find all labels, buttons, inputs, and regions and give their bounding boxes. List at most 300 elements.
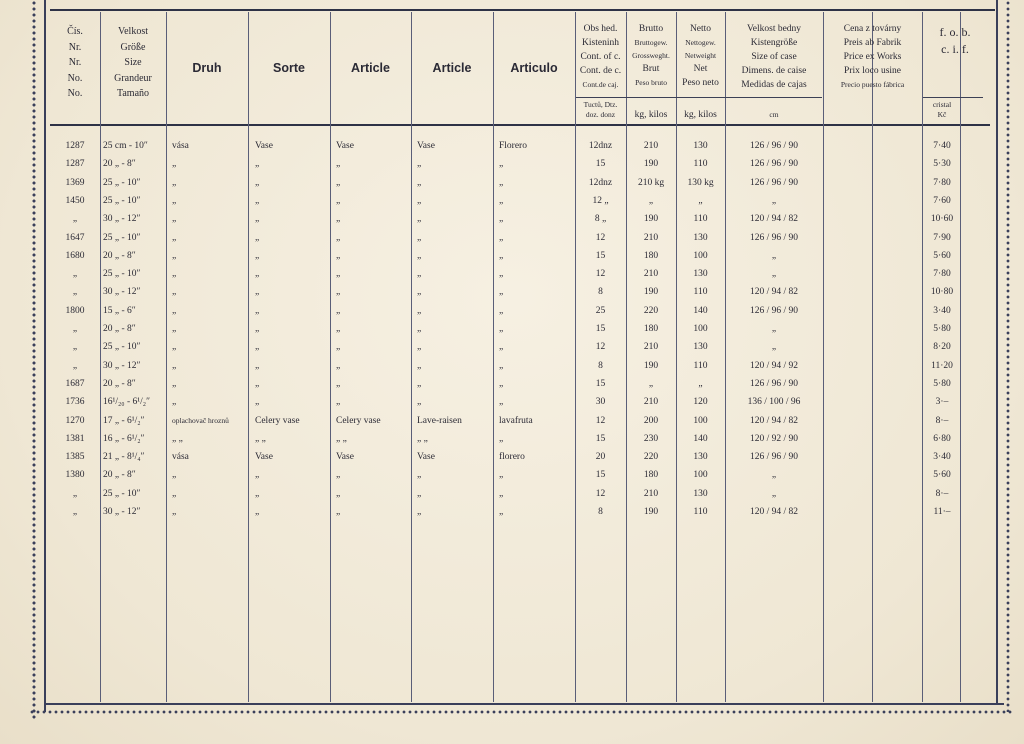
cell-brutto: 230 — [643, 433, 659, 444]
header-cena-line: Prix loco usine — [844, 66, 901, 76]
table-row — [0, 507, 1024, 525]
bottom-border-line — [44, 703, 1004, 705]
cell-art2: „ — [417, 378, 422, 389]
cell-netto: 110 — [693, 159, 708, 170]
cell-art2: „ — [417, 488, 422, 499]
cell-obs: 15 — [595, 250, 606, 261]
cell-sorte: „ „ — [255, 433, 266, 444]
cell-case: 120 / 94 / 82 — [749, 214, 799, 225]
header-obs-unit-line: doz. donz — [585, 110, 616, 119]
cell-obs: 15 — [595, 470, 606, 481]
cell-size: 20 „ - 8″ — [103, 470, 136, 481]
header-fob-line: c. i. f. — [941, 42, 969, 56]
cell-price: 5·60 — [933, 250, 951, 261]
cell-art2: „ — [417, 250, 422, 261]
cell-art2: „ — [417, 397, 422, 408]
cell-case: 120 / 94 / 82 — [749, 287, 799, 298]
cell-artc: lavafruta — [499, 415, 533, 426]
cell-druh: „ — [172, 360, 177, 371]
cell-art1: „ — [336, 214, 341, 225]
cell-size: 25 „ - 10″ — [103, 177, 141, 188]
cell-size: 30 „ - 12″ — [103, 214, 141, 225]
cell-nr: „ — [72, 360, 78, 371]
table-top-rule — [50, 9, 995, 11]
cell-nr: 1385 — [65, 452, 85, 463]
cell-price: 8·– — [935, 488, 949, 499]
cell-netto: 130 — [693, 269, 708, 280]
cell-nr: „ — [72, 324, 78, 334]
cell-sorte: „ — [255, 177, 260, 188]
cell-nr: 1369 — [65, 177, 85, 188]
table-row — [0, 306, 1024, 324]
cell-art2: „ — [417, 324, 422, 334]
header-obs-line: Kisteninh — [582, 38, 619, 48]
header-druh: Druh — [192, 61, 222, 75]
cell-brutto: 190 — [643, 287, 659, 298]
header-netto-line: Netweight — [684, 51, 717, 60]
header-velkost — [100, 24, 166, 102]
header-bedna-line: Kistengröße — [750, 38, 798, 48]
cell-brutto: „ — [648, 195, 654, 206]
table-row — [0, 379, 1024, 397]
cell-sorte: „ — [255, 287, 260, 298]
cell-netto: 130 — [693, 141, 708, 151]
cell-obs: 15 — [595, 433, 606, 444]
cell-size: 30 „ - 12″ — [103, 287, 141, 298]
table-row — [0, 342, 1024, 360]
cell-art2: „ „ — [417, 433, 428, 444]
header-cis-line: Čís. — [67, 26, 83, 37]
cell-brutto: 210 — [643, 342, 659, 353]
header-netto — [676, 22, 725, 90]
cell-druh: „ — [172, 250, 177, 261]
table-row — [0, 489, 1024, 507]
cell-druh: „ „ — [172, 433, 183, 444]
cell-netto: 130 — [693, 342, 708, 353]
cell-obs: 25 — [595, 305, 606, 316]
cell-case: 120 / 94 / 82 — [749, 415, 799, 426]
cell-art1: „ — [336, 507, 341, 517]
header-bedna-line: Medidas de cajas — [741, 80, 807, 90]
cell-artc: „ — [499, 324, 504, 334]
header-velkost-line: Tamaño — [116, 88, 150, 99]
cell-artc: „ — [499, 177, 504, 188]
cell-price: 11·– — [933, 507, 951, 517]
cell-druh: „ — [172, 488, 177, 499]
cell-brutto: 220 — [643, 305, 659, 316]
cell-case: 136 / 100 / 96 — [747, 397, 801, 408]
header-obs-unit — [575, 100, 626, 120]
cell-art1: Vase — [336, 452, 354, 463]
cell-nr: „ — [72, 214, 78, 225]
cell-artc: florero — [499, 452, 525, 463]
cell-price: 3·– — [935, 397, 949, 408]
cell-druh: „ — [172, 214, 177, 225]
cell-nr: 1287 — [65, 159, 85, 170]
cell-size: 20 „ - 8″ — [103, 159, 136, 170]
cell-druh: „ — [172, 378, 177, 389]
cell-brutto: 200 — [643, 415, 659, 426]
header-brutto — [626, 22, 676, 89]
header-brutto-unit: kg, kilos — [634, 110, 668, 120]
cell-art2: „ — [417, 305, 422, 316]
cell-art2: „ — [417, 195, 422, 206]
cell-price: 7·90 — [933, 232, 951, 243]
table-row — [0, 159, 1024, 177]
cell-sorte: Vase — [255, 452, 273, 463]
table-row — [0, 324, 1024, 342]
header-velkost-line: Velkost — [118, 26, 148, 37]
cell-nr: 1687 — [65, 378, 85, 389]
cell-sorte: „ — [255, 305, 260, 316]
cell-sorte: „ — [255, 232, 260, 243]
cell-size: 25 „ - 10″ — [103, 269, 141, 280]
cell-size: 25 cm - 10″ — [103, 141, 148, 151]
cell-price: 5·80 — [933, 378, 951, 389]
header-cena-line: Price ex Works — [843, 52, 902, 62]
cell-obs: 15 — [595, 159, 606, 170]
table-row — [0, 416, 1024, 434]
table-row — [0, 269, 1024, 287]
header-obs-line: Cont. of c. — [580, 52, 621, 62]
header-fob-unit-line: Kč — [937, 110, 947, 119]
cell-obs: 20 — [595, 452, 606, 463]
cell-art2: „ — [417, 214, 422, 225]
header-cis-line: Nr. — [68, 57, 82, 68]
cell-artc: „ — [499, 287, 504, 298]
cell-netto: 120 — [693, 397, 708, 408]
cell-art1: „ — [336, 305, 341, 316]
cell-artc: „ — [499, 342, 504, 353]
cell-artc: „ — [499, 378, 504, 389]
cell-netto: „ — [698, 378, 703, 389]
header-bedna-line: Dimens. de caise — [741, 66, 807, 76]
header-fob-unit-line: cristal — [932, 100, 952, 109]
cell-netto: 140 — [693, 305, 708, 316]
cell-art1: „ — [336, 470, 341, 481]
cell-artc: Florero — [499, 141, 527, 151]
cell-nr: „ — [72, 269, 78, 280]
cell-case: 120 / 94 / 82 — [749, 507, 799, 517]
cell-artc: „ — [499, 159, 504, 170]
header-cena-line: Precio puesto fábrica — [840, 80, 905, 89]
cell-case: 120 / 94 / 92 — [749, 360, 799, 371]
cell-price: 8·20 — [933, 342, 951, 353]
cell-druh: oplachovač hroznů — [172, 415, 229, 425]
cell-obs: 8 — [598, 287, 603, 298]
cell-sorte: „ — [255, 250, 260, 261]
cell-art2: Vase — [417, 141, 435, 151]
cell-druh: vása — [172, 141, 189, 151]
header-bedna — [725, 22, 823, 92]
cell-brutto: 180 — [643, 470, 659, 481]
header-article-fr: Article — [432, 61, 472, 75]
cell-netto: 100 — [693, 324, 708, 334]
cell-brutto: 210 — [643, 141, 659, 151]
cell-art1: „ — [336, 159, 341, 170]
cell-nr: „ — [72, 507, 78, 517]
cell-case: 126 / 96 / 90 — [749, 177, 799, 188]
table-row — [0, 397, 1024, 415]
cell-case: „ — [771, 269, 777, 280]
cell-size: 16 „ - 6¹/₂″ — [103, 433, 145, 444]
cell-nr: 1381 — [65, 433, 85, 444]
header-article-en: Article — [351, 61, 390, 75]
cell-artc: „ — [499, 232, 504, 243]
cell-brutto: 210 — [643, 232, 659, 243]
cell-druh: „ — [172, 232, 177, 243]
cell-nr: „ — [72, 488, 78, 499]
cell-obs: 15 — [595, 378, 606, 389]
header-cena-line: Cena z továrny — [843, 24, 902, 34]
cell-druh: „ — [172, 397, 177, 408]
cell-art1: „ — [336, 342, 341, 353]
cell-price: 7·80 — [933, 269, 951, 280]
header-netto-line: Netto — [689, 24, 712, 34]
cell-sorte: „ — [255, 488, 260, 499]
cell-art1: „ — [336, 397, 341, 408]
header-obs — [575, 22, 626, 91]
cell-art2: Vase — [417, 452, 435, 463]
cell-size: 20 „ - 8″ — [103, 324, 136, 334]
cell-druh: „ — [172, 470, 177, 481]
cell-brutto: 180 — [643, 250, 659, 261]
cell-nr: 1800 — [65, 305, 85, 316]
cell-nr: „ — [72, 342, 78, 353]
header-brutto-line: Brut — [642, 64, 660, 74]
table-row — [0, 452, 1024, 470]
cell-size: 25 „ - 10″ — [103, 195, 141, 206]
cell-nr: „ — [72, 287, 78, 298]
table-row — [0, 251, 1024, 269]
cell-sorte: „ — [255, 214, 260, 225]
cell-size: 25 „ - 10″ — [103, 232, 141, 243]
cell-netto: 100 — [693, 470, 708, 481]
header-brutto-line: Grossweght. — [632, 51, 670, 60]
cell-sorte: Vase — [255, 141, 273, 151]
cell-art2: „ — [417, 232, 422, 243]
cell-size: 30 „ - 12″ — [103, 360, 141, 371]
header-obs-line: Cont.de caj. — [582, 80, 619, 89]
cell-sorte: „ — [255, 397, 260, 408]
cell-brutto: 210 kg — [637, 177, 665, 188]
header-brutto-line: Peso bruto — [635, 78, 667, 87]
header-bedna-line: Size of case — [751, 52, 797, 62]
header-netto-line: Nettogew. — [685, 38, 716, 47]
cell-size: 16¹/₂₀ - 6¹/₂″ — [103, 397, 151, 408]
cell-price: 7·60 — [933, 195, 951, 206]
cell-artc: „ — [499, 214, 504, 225]
cell-druh: „ — [172, 324, 177, 334]
cell-sorte: „ — [255, 342, 260, 353]
header-cis-line: No. — [67, 88, 83, 99]
cell-artc: „ — [499, 470, 504, 481]
cell-druh: „ — [172, 195, 177, 206]
cell-sorte: „ — [255, 269, 260, 280]
table-row — [0, 233, 1024, 251]
cell-sorte: Celery vase — [255, 415, 300, 426]
cell-obs: 12 „ — [592, 195, 609, 206]
cell-sorte: „ — [255, 324, 260, 334]
cell-obs: 12dnz — [588, 141, 613, 151]
unit-subrule — [923, 97, 983, 98]
cell-size: 25 „ - 10″ — [103, 488, 141, 499]
cell-art2: „ — [417, 507, 422, 517]
cell-case: „ — [771, 324, 777, 334]
cell-case: „ — [771, 250, 777, 261]
cell-druh: „ — [172, 342, 177, 353]
header-netto-line: Peso neto — [682, 78, 719, 88]
cell-artc: „ — [499, 488, 504, 499]
cell-art2: „ — [417, 342, 422, 353]
cell-price: 10·60 — [930, 214, 954, 225]
cell-artc: „ — [499, 195, 504, 206]
bottom-ornament-border — [29, 708, 1014, 716]
cell-case: 126 / 96 / 90 — [749, 159, 799, 170]
cell-artc: „ — [499, 250, 504, 261]
cell-brutto: „ — [648, 378, 654, 389]
cell-obs: 8 — [598, 507, 603, 517]
cell-size: 25 „ - 10″ — [103, 342, 141, 353]
cell-nr: 1736 — [65, 397, 85, 408]
cell-netto: 130 — [693, 488, 708, 499]
header-sorte: Sorte — [273, 61, 305, 75]
cell-obs: 12 — [595, 232, 606, 243]
cell-druh: vása — [172, 452, 189, 463]
cell-brutto: 190 — [643, 159, 659, 170]
header-cis — [52, 24, 98, 102]
cell-art1: „ — [336, 232, 341, 243]
cell-size: 20 „ - 8″ — [103, 250, 136, 261]
cell-size: 17 „ - 6¹/₂″ — [103, 415, 145, 426]
cell-brutto: 220 — [643, 452, 659, 463]
cell-price: 5·80 — [933, 324, 951, 334]
cell-price: 11·20 — [931, 360, 953, 371]
cell-netto: 110 — [693, 507, 708, 517]
cell-druh: „ — [172, 287, 177, 298]
header-velkost-line: Größe — [120, 41, 146, 53]
cell-art1: „ — [336, 324, 341, 334]
header-netto-line: Net — [693, 64, 708, 74]
cell-sorte: „ — [255, 159, 260, 170]
cell-netto: 130 kg — [687, 177, 714, 188]
cell-sorte: „ — [255, 195, 260, 206]
cell-price: 3·40 — [933, 305, 951, 316]
cell-druh: „ — [172, 269, 177, 280]
table-row — [0, 434, 1024, 452]
header-velkost-line: Size — [124, 57, 142, 68]
header-brutto-line: Brutto — [638, 24, 664, 34]
cell-case: „ — [771, 195, 777, 206]
table-row — [0, 361, 1024, 379]
header-fob — [922, 24, 988, 58]
header-obs-line: Cont. de c. — [579, 66, 622, 76]
cell-artc: „ — [499, 360, 504, 371]
cell-price: 7·40 — [933, 141, 951, 151]
header-bedna-line: Velkost bedny — [746, 24, 802, 34]
cell-price: 3·40 — [933, 452, 951, 463]
cell-art2: „ — [417, 177, 422, 188]
cell-obs: 15 — [595, 324, 606, 334]
cell-art1: „ — [336, 177, 341, 188]
cell-artc: „ — [499, 507, 504, 517]
table-row — [0, 196, 1024, 214]
cell-price: 5·60 — [933, 470, 951, 481]
cell-art1: „ „ — [336, 433, 347, 444]
cell-case: 126 / 96 / 90 — [749, 452, 799, 463]
header-cena — [823, 22, 922, 91]
cell-case: „ — [771, 470, 777, 481]
cell-art1: „ — [336, 378, 341, 389]
cell-art2: „ — [417, 470, 422, 481]
cell-brutto: 210 — [643, 397, 659, 408]
cell-sorte: „ — [255, 470, 260, 481]
cell-art1: „ — [336, 195, 341, 206]
cell-case: 126 / 96 / 90 — [749, 232, 799, 243]
table-row — [0, 214, 1024, 232]
cell-case: „ — [771, 342, 777, 353]
cell-artc: „ — [499, 269, 504, 280]
cell-druh: „ — [172, 305, 177, 316]
cell-price: 8·– — [935, 415, 949, 426]
cell-art1: Celery vase — [336, 415, 381, 426]
cell-art1: „ — [336, 287, 341, 298]
cell-size: 30 „ - 12″ — [103, 507, 141, 517]
cell-art2: „ — [417, 159, 422, 170]
header-netto-unit: kg, kilos — [684, 110, 717, 120]
cell-brutto: 190 — [643, 214, 659, 225]
header-bedna-unit: cm — [769, 110, 779, 119]
cell-artc: „ — [499, 433, 504, 444]
cell-art2: „ — [417, 360, 422, 371]
cell-nr: 1380 — [65, 470, 85, 481]
cell-netto: 110 — [693, 214, 708, 225]
cell-art1: „ — [336, 360, 341, 371]
header-cena-line: Preis ab Fabrik — [843, 38, 902, 48]
header-cis-line: No. — [67, 72, 83, 84]
cell-netto: 130 — [693, 232, 708, 243]
cell-obs: 30 — [595, 397, 606, 408]
cell-netto: 130 — [693, 452, 708, 463]
cell-sorte: „ — [255, 360, 260, 371]
cell-artc: „ — [499, 305, 504, 316]
cell-obs: 12 — [595, 342, 606, 353]
cell-brutto: 210 — [643, 488, 659, 499]
cell-size: 15 „ - 6″ — [103, 305, 136, 316]
unit-subrule — [576, 97, 822, 98]
cell-brutto: 180 — [643, 324, 659, 334]
cell-art1: Vase — [336, 141, 354, 151]
table-row — [0, 287, 1024, 305]
cell-art1: „ — [336, 269, 341, 280]
cell-case: 126 / 96 / 90 — [749, 141, 799, 151]
cell-artc: „ — [499, 397, 504, 408]
cell-brutto: 210 — [643, 269, 659, 280]
cell-art1: „ — [336, 488, 341, 499]
cell-art2: Lave-raisen — [417, 415, 462, 426]
table-row — [0, 141, 1024, 159]
header-obs-line: Obs hed. — [583, 24, 618, 34]
cell-case: 120 / 92 / 90 — [749, 433, 799, 444]
cell-brutto: 190 — [643, 507, 659, 517]
cell-netto: 140 — [693, 433, 708, 444]
cell-case: 126 / 96 / 90 — [749, 305, 799, 316]
cell-netto: „ — [698, 195, 703, 206]
cell-art2: „ — [417, 269, 422, 280]
cell-art2: „ — [417, 287, 422, 298]
cell-obs: 12 — [595, 415, 606, 426]
cell-size: 21 „ - 8¹/₄″ — [103, 452, 145, 463]
